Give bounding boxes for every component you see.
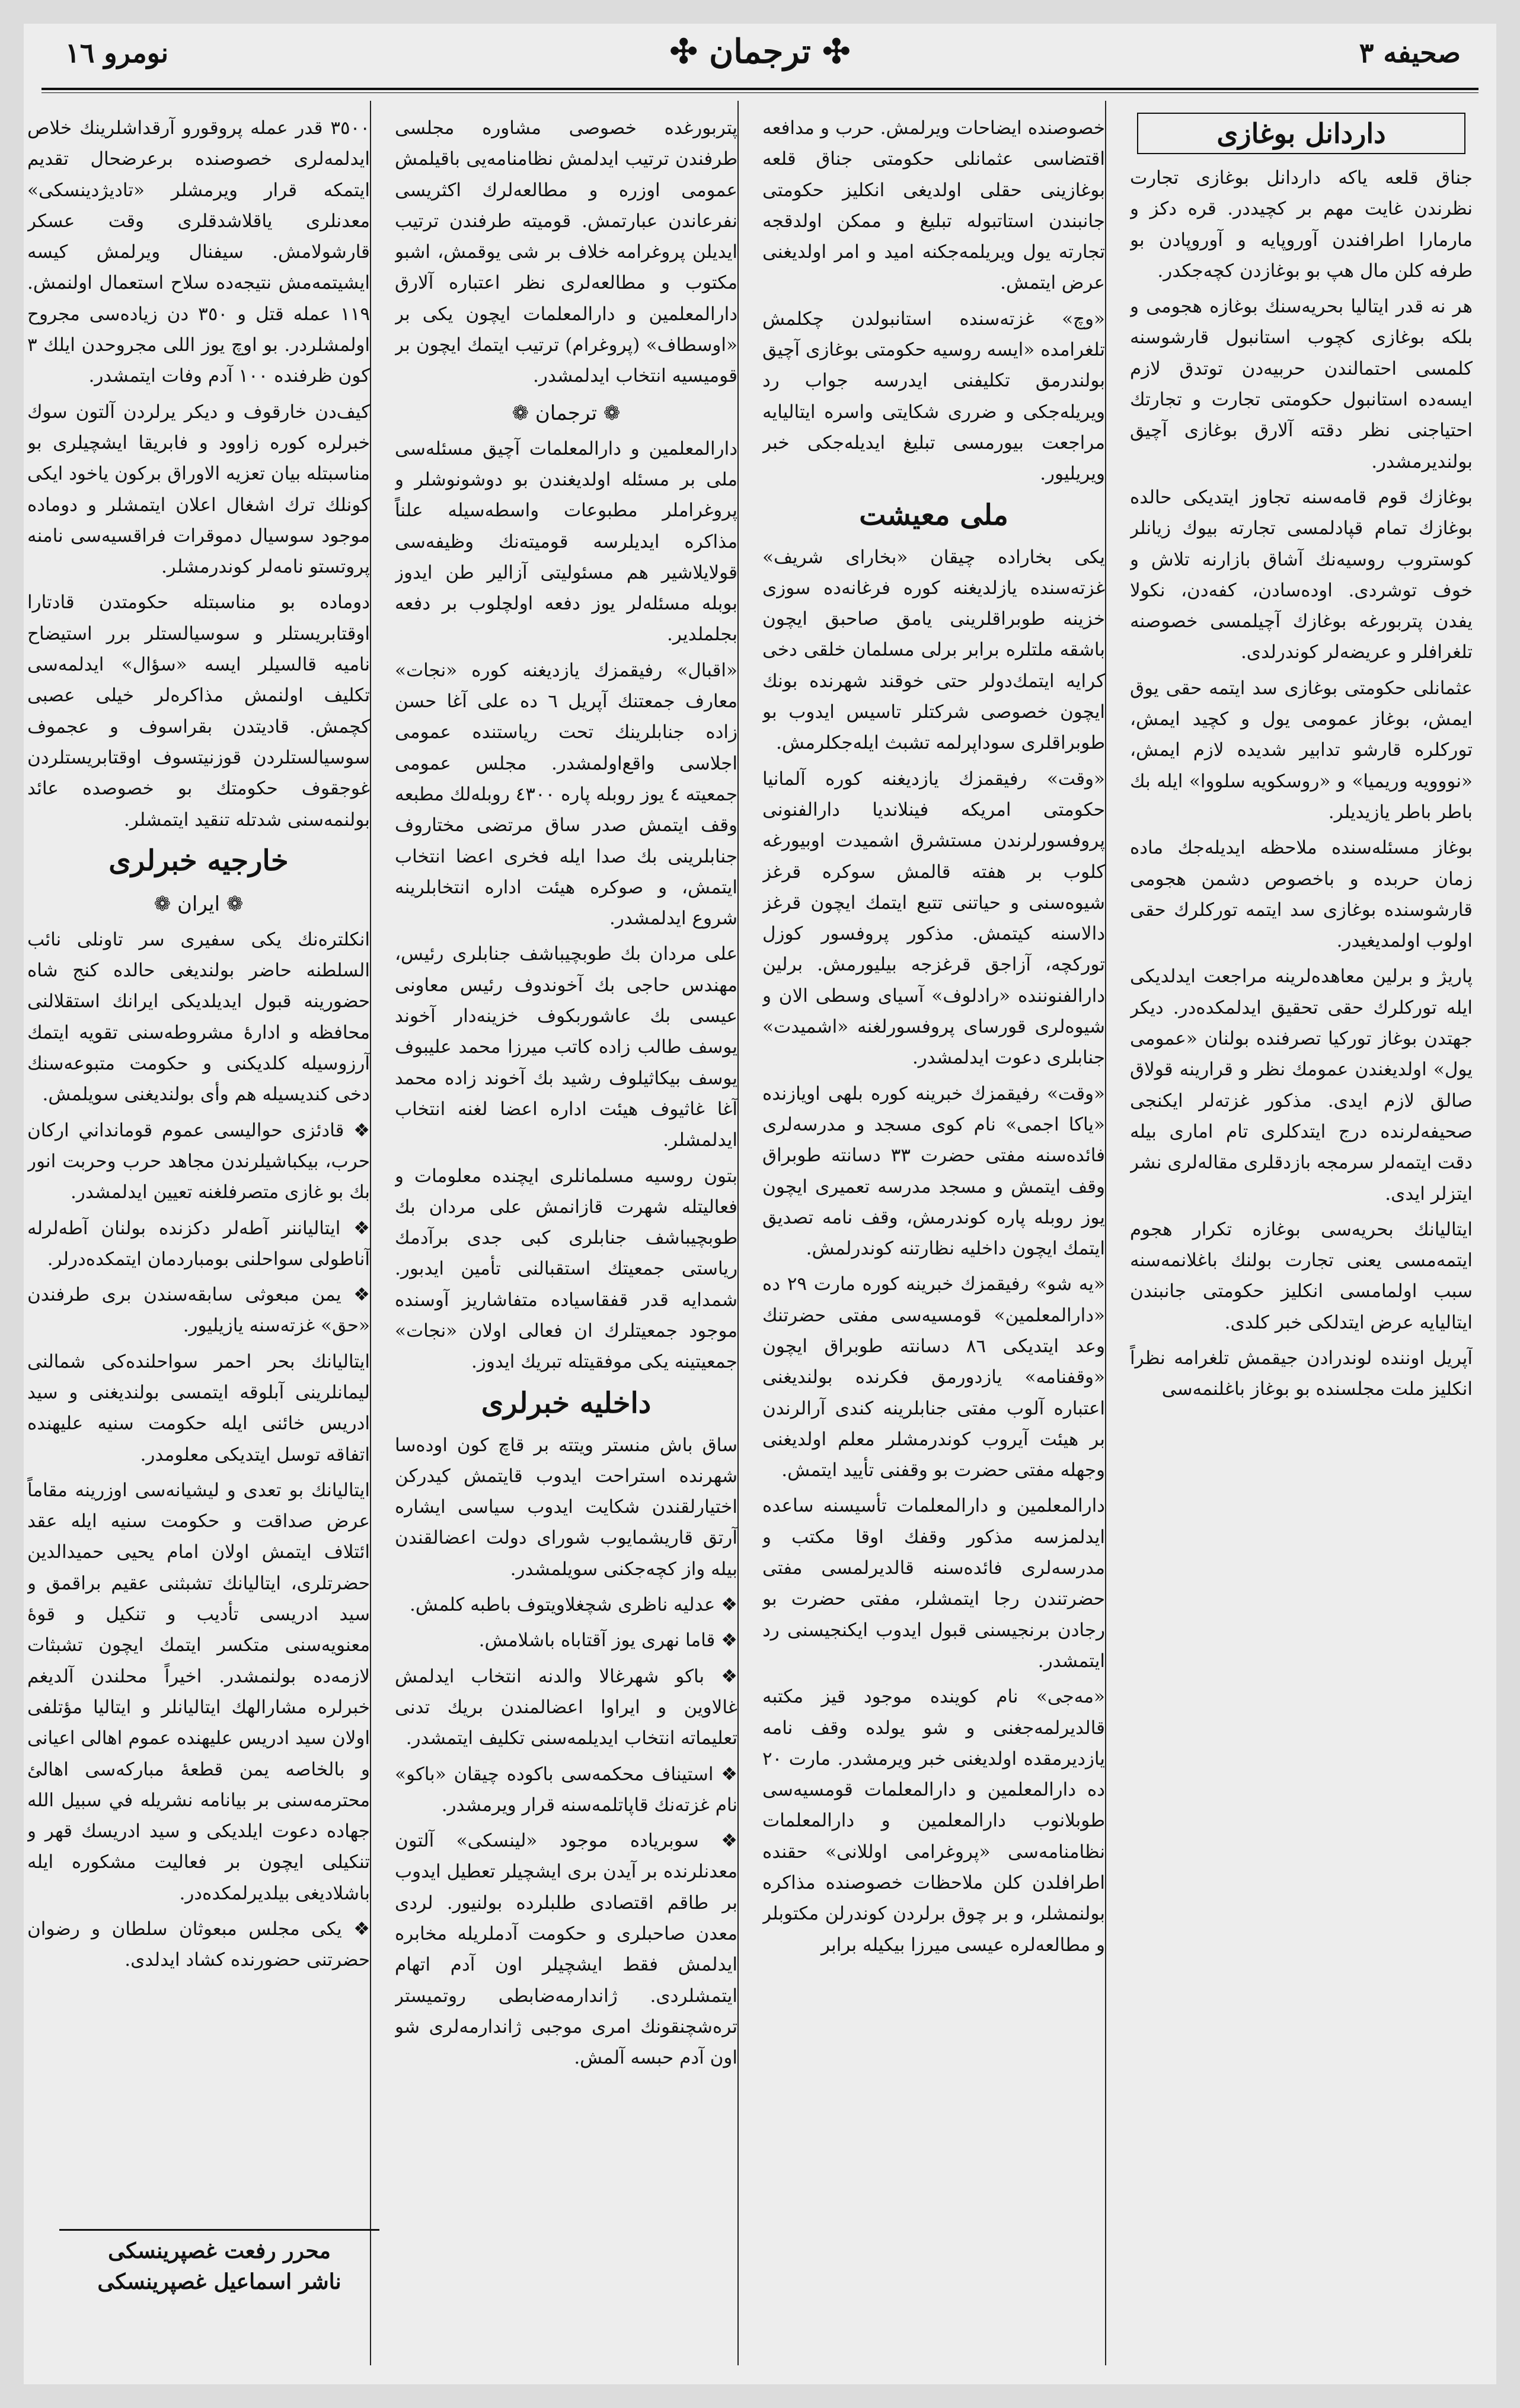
paragraph: «اقبال» رفيقمزك يازديغنه كوره «نجات» معارف جمعتنك آپريل ٦ ده على آغا حسن زاده جنابلرينك تحت رياستنده عمومى اجلاسى واقع‌اولمشدر. مجلس عمومى جمعيته ٤ يوز روبله پاره ٤٣٠٠ روبله‌لك مطبعه وقف ايتمش صدر ساق مرتضى مختاروف جنابلرينى بك صدا ايله فخرى اعضا انتخاب ايتمش، و صوكره هيئت اداره انتخابلرينه شروع ايدلمشدر. [395,659,737,930]
news-bullet: ❖ يمن مبعوثى سابقه‌سندن برى طرفندن «حق» غزته‌سنه يازيليور. [27,1284,370,1337]
paragraph: دارالمعلمين و دارالمعلمات تأسيسنه ساعده ايدلمزسه مذكور وقفك اوقا مكتب و مدرسه‌لرى فائده‌سنه قالديرلمسى مفتى حضرتندن رجا ايتمشلر، مفتى حضرت بو رجادن برنجيسنى قبول ايدوب ايكنجيسنى رد ايتمشدر. [762,1495,1105,1672]
column-3 [395,113,737,2371]
subsection-iran: ❁ ايران ❁ [154,892,244,916]
paragraph: هر نه قدر ايتاليا بحريه‌سنك بوغازه هجومى و بلكه بوغازى كچوب استانبول قارشوسنه كلمسى احتمالندن حربيه‌دن توتدق لازم ايسه‌ده استانبول حكومتى تجارت و تجارتك احتياجنى نظر دقته آلارق بوغازى آچيق بولنديرمشدر. [1130,296,1473,472]
newspaper-title [670,32,851,71]
editor-signature-block [59,2229,379,2297]
paragraph: دوماده بو مناسبتله حكومتدن قادتارا اوقتابريستلر و سوسيالستلر برر استيضاح ناميه قالسيلر ايسه «سؤال» ايدلمه‌سى تكليف اولنمش مذاكره‌لر خيلى عصبى كچمش. قاديتدن بقراسوف و عجموف سوسيالستلردن قوزنيتسوف اوقتابريستلردن غوجقوف حكومتك بو خصوصده عائد بولنمه‌سنى شدتله تنقيد ايتمشلر. [27,592,370,831]
page-number-label: صحيفه ٣ [1359,37,1461,69]
paragraph: كيف‌دن خارقوف و ديكر يرلردن آلتون سوك خبرلره كوره زاوود و فابريقا ايشچيلرى بو مناسبتله بيان تعزيه الاوراق بركون ياخود ايكى كونلك ترك اشغال اعلان ايتمشلر و دوماده موجود سوسيال دموقرات فراقسيه‌سى نامنه پروتستو نامه‌لر كوندرمشلر. [27,401,370,578]
news-bullet: ❖ قادئزى حواليسى عموم قومانداني اركان حرب، بيكباشيلرندن مجاهد حرب وحربت انور بك بو غازى متصرفلغنه تعيين ايدلمشدر. [27,1119,370,1203]
news-bullet: ❖ سوبرياده موجود «لينسكى» آلتون معدنلرنده بر آيدن برى ايشچيلر تعطيل ايدوب بر طاقم اقتصادى طلبلرده بولنيور. لردى معدن صاحبلرى و حكومت آدملريله مخابره ايدلمش فقط ايشچيلر اون آدم اتهام ايتمشلردى. ژاندارمه‌ضابطى روتميستر تره‌شچنقونك امرى موجبى ژاندارمه‌لرى شو اون آدم حبسه آلمش. [395,1830,737,2069]
paragraph: «يه شو» رفيقمزك خبرينه كوره مارت ٢٩ ده «دارالمعلمين» قومسيه‌سى مفتى حضرتنك وعد ايتديكى ٨٦ دسانته طوبراق ايچون «وقفنامه» يازدورمق فكرنده بولنديغنى اعتباره آلوب مفتى جنابلرينه كندى آرالرندن بر هيئت آيروب كوندرمشلر معلم اولديغنى وجهله مفتى حضرت بو وقفنى تأييد ايتمش. [762,1273,1105,1481]
masthead-divider [41,88,1479,90]
paragraph: آپريل اوننده لوندرادن جيقمش تلغرامه نظراً انكليز ملت مجلسنده بو بوغاز باغلنمه‌سى [1130,1347,1473,1400]
issue-number-label: نومرو ١٦ [65,37,169,69]
news-bullet: ❖ باكو شهرغالا والدنه انتخاب ايدلمش غالاوين و ايراوا اعضالمندن بريك تدنى تعليماته انتخاب ايديلمه‌سنى تكليف ايتمشدر. [395,1665,737,1749]
masthead [24,24,1496,95]
paragraph: ايتاليانك بحريه‌سى بوغازه تكرار هجوم ايتمه‌مسى يعنى تجارت بولنك باغلانمه‌سنه سبب اولمامسى انكليز حكومتى جانبندن ايتاليايه عرض ايتدلكى خبر كلدى. [1130,1218,1473,1333]
paragraph: ٣٥٠٠ قدر عمله پروقورو آرقداشلرينك خلاص ايدلمه‌لرى خصوصنده برعرضحال تقديم ايتمكه قرار ويرمشلر «تاديژدينسكى» معدنلرى ياقلاشدقلرى وقت عسكر قارشولامش. سيفنال ويرلمش كيسه ايشيتمه‌مش نتيجه‌ده سلاح استعمال اولنمش. ١١٩ عمله قتل و ٣٥٠ دن زياده‌سى مجروح اولمشلردر. بو اوچ يوز اللى مجروحدن ايلك ٣ كون ظرفنده ١٠٠ آدم وفات ايتمشدر. [27,117,370,387]
paragraph: عثمانلى حكومتى بوغازى سد ايتمه حقى يوق ايمش، بوغاز عمومى يول و كچيد ايمش، توركلره قارشو تدابير شديده لازم ايمش، «نووويه وريميا» و «روسكويه سلووا» ايله بك باطر باطر يازيديلر. [1130,677,1473,823]
paragraph: ساق باش منستر ويتته بر قاچ كون اوده‌سا شهرنده استراحت ايدوب قايتمش كيدركن اختيارلقندن شكايت ايدوب سياسى ايشاره آرتق قاريشمايوب شوراى دولت اعضالقندن بيله واز كچه‌جكنى سويلمشدر. [395,1434,737,1580]
ornament-icon: ✣ [669,32,698,71]
news-bullet: ❖ استيناف محكمه‌سى باكوده چيقان «باكو» نام غزته‌نك قاپاتلمه‌سنه قرار ويرمشدر. [395,1763,737,1816]
editor-name: محرر رفعت غصپرينسكى [108,2238,331,2263]
paragraph: على مردان بك طوبچيباشف جنابلرى رئيس، مهندس حاجى بك آخوندوف رئيس معاونى عيسى بك عاشوربكوف خزينه‌دار آخوند يوسف طالب زاده كاتب ميرزا محمد عليبوف يوسف بيكاثيلوف رشيد بك آخوند زاده محمد آغا غاثيوف هيئت اداره اعضا لغنه انتخاب ايدلمشلر. [395,943,737,1151]
article-headline-dardanelles: داردانل بوغازى [1137,113,1465,154]
paragraph: بتون روسيه مسلمانلرى ايچنده معلومات و فعاليتله شهرت قازانمش على مردان بك طوبچيباشف جنابلرى كبى جدى برآدمك رياستى جمعيتك استقبالنى تأمين ايدبور. شمدايه قدر قفقاسياده متفاشاريز آوسنده موجود جمعيتلرك ان فعالى اولان «نجات» جمعيتينه يكى موفقيتله تبريك ايدوز. [395,1165,737,1373]
paragraph: انكلتره‌نك يكى سفيرى سر تاونلى نائب السلطنه حاضر بولنديغى حالده كنج شاه حضورينه قبول ايديلديكى ايرانك استقلالنى محافظه و ادارهٔ مشروطه‌سنى تقويه ايتمك آرزوسيله كلديكنى و حكومت متبوعه‌سنك دخى كنديسيله هم وأى بولنديغنى سويلمش. [27,928,370,1106]
paragraph: پتربورغده خصوصى مشاوره مجلسى طرفندن ترتيب ايدلمش نظامنامه‌يى باقيلمش عمومى اوزره و مطالعه‌لرك اكثريسى نفرعاندن عبارتمش. قوميته طرفندن ترتيب ايديلن پروغرامه خلاف بر شى يوقمش، اشبو مكتوب و مطالعه‌لرى نظر اعتباره آلارق دارالمعلمين و دارالمعلمات ايچون يكى بر «اوسطاف» (پروغرام) ترتيب ايتمك ايچون بر قوميسيه انتخاب ايدلمشدر. [395,117,737,387]
paragraph: «وقت» رفيقمزك يازديغنه كوره آلمانيا حكومتى امريكه فينلانديا دارالفنونى پروفسورلرندن مستشرق اشميدت اوبيورغه كلوب بر هفته قالمش سوكره قرغز شيوه‌سنى و حياتنى تتبع ايتمك ايچون قرغز دالاسنه كيتمش. مذكور پروفسور كوزل توركچه، آزاجق قرغزجه بيليورمش. برلين دارالفنوننده «رادلوف» آسياى وسطى الان و شيوه‌لرى قورساى پروفسورلغنه «اشميدت» جنابلرى دعوت ايدلمشدر. [762,768,1105,1069]
section-headline-foreign-news: خارجيه خبرلرى [108,844,289,877]
section-headline-national-life: ملى معيشت [859,498,1008,532]
paragraph: جناق قلعه ياكه داردانل بوغازى تجارت نظرندن غايت مهم بر كچيددر. قره دكز و مارمارا اطرافندن آوروپايه و آوروپادن بو طرفه كلن مال هپ بو بوغازدن كچه‌جكدر. [1130,167,1473,282]
paragraph: ايتاليانك بو تعدى و ليشيانه‌سى اوزرينه مقاماً عرض صداقت و حكومت سنيه ايله عقد ائتلاف ايتمش اولان امام يحيى حميدالدين حضرتلرى، ايتاليانك تشبثنى عقيم براقمق و سيد ادريسى تأديب و تنكيل و قوهٔ معنويه‌سنى متكسر ايتمك ايچون تشبثات لازمه‌ده بولنمشدر. اخيراً محلندن آلديغم خبرلره مشارالهك ايتاليانلر و ايتاليا مؤتلفى اولان سيد ادريس عليهنده عموم اهالى اعيانى و بالخاصه يمن قطعهٔ مباركه‌سى اهالئ محترمه‌سنى بر بيانامه نشريله في سبيل الله جهاده دعوت ايلديكى و سيد ادريسك قهر و تنكيلى ايچون بر فعاليت مشكوره ايله باشلاديغى بيلديرلمكده‌در. [27,1479,370,1904]
paper-name: ترجمان [709,32,811,71]
column-1 [1130,113,1473,2371]
paragraph: بوغاز مسئله‌سنده ملاحظه ايديله‌جك ماده زمان حربده و باخصوص دشمن هجومى قارشوسنده بوغازى سد ايتمه توركلرك حقى اولوب اولمديغيدر. [1130,837,1473,952]
column-4 [27,113,370,2223]
publisher-name: ناشر اسماعيل غصپرينسكى [97,2269,341,2294]
paragraph: بوغازك قوم قامه‌سنه تجاوز ايتديكى حالده بوغازك تمام قپادلمسى تجارته بيوك زيانلر كوستروب روسيه‌نك آشاق بازارنه تلاش و خوف توشردى. اوده‌سادن، كفه‌دن، نكولا يفدن پتربورغه بوغازك آچيلمسى خصوصنه تلغرافلر و عريضه‌لر كوندرلدى. [1130,486,1473,663]
news-bullet: ❖ ايتالياننر آطه‌لر دكزنده بولنان آطه‌لرله آناطولى سواحلنى بومباردمان ايتمكده‌درلر. [27,1217,370,1270]
paragraph: پاريژ و برلين معاهده‌لرينه مراجعت ايدلديكى ايله توركلرك حقى تحقيق ايدلمكده‌در. ديكر جهتدن بوغاز توركيا تصرفنده بولنان «عمومى يول» اولديغندن عمومك نظر و قرارينه قولاق صالق لازم ايدى. مذكور غزته‌لر ايكنجى صحيفه‌لرنده درج ايتدكلرى تام امارى بيله دقت ايتمه‌لر سرمجه بازدقلرى مقاله‌لرى نشر ايتزلر ايدى. [1130,966,1473,1205]
paragraph: «وچ» غزته‌سنده استانبولدن چكلمش تلغرامده «ايسه روسيه حكومتى بوغازى آچيق بولندرمق تكليفنى ايدرسه جواب رد ويريله‌جكى و ضررى شكايتى واسره ايتاليايه مراجعت بيورمسى تبليغ ايديله‌جكى خبر ويريليور. [762,308,1105,485]
article-columns [24,101,1496,2377]
ornament-icon: ✣ [822,32,851,71]
newspaper-page [24,24,1496,2384]
paragraph: دارالمعلمين و دارالمعلمات آچيق مسئله‌سى ملى بر مسئله اولديغندن بو دوشونوشلر و پروغراملر مطبوعات واسطه‌سيله علناً مذاكره ايديلرسه قوميته‌نك وظيفه‌سى قولايلاشير هم مسئوليتى آزالير طن ايدوز بوبله مسئله‌لر يوز دفعه اولچلوب بر دفعه بجلملدير. [395,437,737,646]
paragraph: يكى بخاراده چيقان «بخاراى شريف» غزته‌سنده يازلديغنه كوره فرغانه‌ده سوزى خزينه طوبراقلرينى يامق صاحبق ايچون باشقه ملتلره برابر برلى مسلمان خلقى دخى كرايه ايتمك‌دولر حتى خوقند شهرنده بونك ايچون خصوصى شركتلر تاسيس ايدوب بو طوبراقلرى سوداپرلمه تشبث ايله‌جكلرمش. [762,546,1105,754]
masthead-divider-thin [41,92,1479,93]
column-2 [762,113,1105,2371]
news-bullet: ❖ يكى مجلس مبعوثان سلطان و رضوان حضرتنى حضورنده كشاد ايدلدى. [27,1918,370,1971]
paragraph: «مه‌جى» نام كوينده موجود قيز مكتبه قالديرلمه‌جغنى و شو يولده وقف نامه يازديرمقده اولديغنى خبر ويرمشدر. مارت ٢٠ ده دارالمعلمين و دارالمعلمات قومسيه‌سى طوبلانوب دارالمعلمين و دارالمعلمات نظامنامه‌سى «پروغرامى اوللانى» حقنده اطرافلدن كلن ملاحظات خصوصنده مذاكره بولنمشلر، و بر چوق برلردن كوندرلن مكتوبلر و مطالعه‌لره عيسى ميرزا بيكيله برابر [762,1686,1105,1956]
news-bullet: ❖ عدليه ناظرى شچغلاويتوف باطبه كلمش. [410,1594,737,1616]
paragraph: خصوصنده ايضاحات ويرلمش. حرب و مدافعه اقتضاسى عثمانلى حكومتى جناق قلعه بوغازينى حقلى اولديغى انكليز حكومتى جانبندن استاتبوله تبليغ و ممكن اولدقجه تجارته يول ويريلمه‌جكنه اميد و امر اولديغنى عرض ايتمش. [762,117,1105,294]
section-separator-tercuman: ❁ ترجمان ❁ [512,401,621,425]
paragraph: «وقت» رفيقمزك خبرينه كوره بلهى اويازنده «ياكا اجمى» نام كوى مسجد و مدرسه‌لرى فائده‌سنه مفتى حضرت ٣٣ دسانته طوبراق وقف ايتمش و مسجد مدرسه تعميرى ايچون يوز روبله پاره كوندرمش، وقف نامه تصديق ايتمك ايچون داخليه نظارتنه كوندرلمش. [762,1082,1105,1260]
news-bullet: ❖ قاما نهرى يوز آقتاباه باشلامش. [478,1630,737,1652]
paragraph: ايتاليانك بحر احمر سواحلنده‌كى شمالنى ليمانلرينى آبلوقه ايتمسى بولنديغنى و سيد ادريس خائنى ايله حكومت سنيه عليهنده اتفاقه توسل ايتديكى معلومدر. [27,1350,370,1465]
section-headline-domestic-news: داخليه خبرلرى [481,1386,652,1420]
